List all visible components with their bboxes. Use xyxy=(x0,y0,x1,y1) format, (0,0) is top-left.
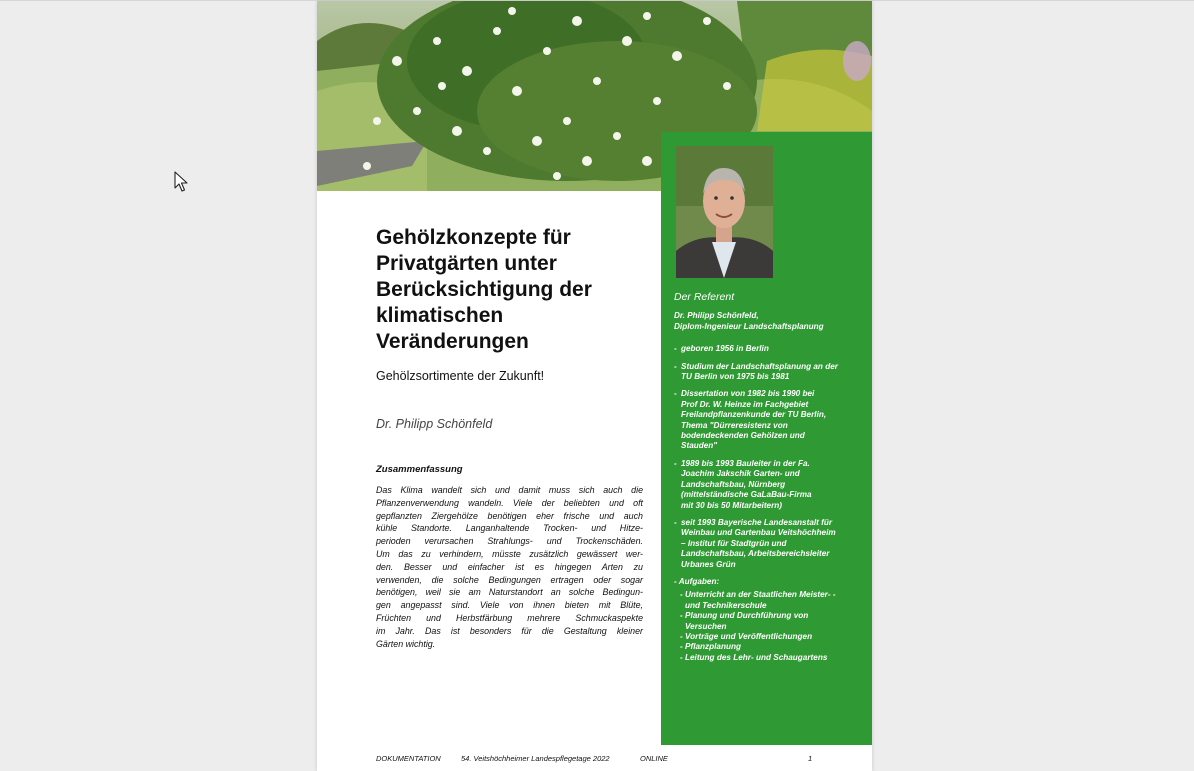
summary-line: Gärten wichtig. xyxy=(376,638,436,649)
task-item-text xyxy=(685,590,860,611)
cv-dash: - xyxy=(674,344,677,354)
footer-event: 54. Veitshöchheimer Landespflegetage 2022 xyxy=(461,754,610,763)
task-dash: - xyxy=(680,642,683,652)
title-line: Gehölzkonzepte für xyxy=(376,226,571,249)
summary-text xyxy=(376,484,643,650)
task-dash: - xyxy=(680,631,683,641)
task-item xyxy=(674,642,860,652)
task-item-text xyxy=(685,632,860,642)
document-title xyxy=(376,225,646,355)
title-line: klimatischen xyxy=(376,304,504,327)
cv-item-line: – Institut für Stadtgrün und xyxy=(681,538,787,548)
task-dash: - xyxy=(680,611,683,621)
cv-item-line: Weinbau und Gartenbau Veitshöchheim xyxy=(681,528,836,538)
task-item xyxy=(674,611,860,632)
summary-line: Früchten und Herbstfärbung mehrere Schmuckaspekte xyxy=(376,612,643,623)
cv-item-text xyxy=(681,389,860,451)
cv-item-line: Studium der Landschaftsplanung an der xyxy=(681,361,838,371)
cv-item-line: Urbanes Grün xyxy=(681,559,736,569)
cv-item-line: Prof Dr. W. Heinze im Fachgebiet xyxy=(681,399,809,409)
summary-line: kühle Standorte. Langanhaltende Trocken- und Hitze- xyxy=(376,523,643,534)
summary-line: perioden verursachen Strahlungs- und Trockenschäden. xyxy=(376,536,643,547)
cv-item xyxy=(674,518,860,570)
author-name: Dr. Philipp Schönfeld xyxy=(376,417,493,431)
cv-item-line: Landschaftsbau, Nürnberg xyxy=(681,479,786,489)
title-line: Berücksichtigung der xyxy=(376,278,592,301)
task-item-line: Leitung des Lehr- und Schaugartens xyxy=(685,652,828,662)
title-line: Privatgärten unter xyxy=(376,252,557,275)
title-line: Veränderungen xyxy=(376,330,529,353)
task-item xyxy=(674,632,860,642)
cv-dash: - xyxy=(674,517,677,527)
cv-item-line: seit 1993 Bayerische Landesanstalt für xyxy=(681,517,833,527)
cv-item-text xyxy=(681,362,860,383)
summary-line: gen angepasst sind. Viele von ihnen bieten mit Blüte, xyxy=(376,600,643,611)
summary-line: den. Besser und einfacher ist es hingegen Arten zu xyxy=(376,561,643,572)
summary-line: im Jahr. Das ist besonders für die Gestaltung kleiner xyxy=(376,625,643,636)
tasks-heading: - Aufgaben: xyxy=(674,576,720,586)
task-item-line: Vorträge und Veröffentlichungen xyxy=(685,631,813,641)
cv-item-text xyxy=(681,518,860,570)
footer-label: DOKUMENTATION xyxy=(376,754,441,763)
cv-item xyxy=(674,344,860,354)
speaker-title-line: Diplom-Ingenieur Landschaftsplanung xyxy=(674,321,824,331)
task-dash: - xyxy=(680,590,683,600)
cv-item-text xyxy=(681,344,860,354)
task-item-line: und Technikerschule xyxy=(685,600,767,610)
summary-line: Um das zu verhindern, müsste zusätzlich gewässert wer- xyxy=(376,548,643,559)
summary-line: Das Klima wandelt sich und damit muss sich auch die xyxy=(376,485,643,495)
summary-line: Pflanzenverwendung wandeln. Viele der beliebten und oft xyxy=(376,497,643,508)
cv-dash: - xyxy=(674,458,677,468)
page-number: 1 xyxy=(808,754,813,763)
cv-item-line: Freilandpflanzenkunde der TU Berlin, xyxy=(681,410,827,420)
cv-item xyxy=(674,362,860,383)
task-item-text xyxy=(685,642,860,652)
cv-item xyxy=(674,459,860,511)
cv-item xyxy=(674,389,860,451)
cv-item-line: 1989 bis 1993 Bauleiter in der Fa. xyxy=(681,458,810,468)
footer-mode: ONLINE xyxy=(640,754,668,763)
cv-dash: - xyxy=(674,361,677,371)
document-page xyxy=(317,1,872,771)
speaker-name xyxy=(674,311,860,332)
cv-item-line: (mittelständische GaLaBau-Firma xyxy=(681,490,812,500)
cv-item-line: geboren 1956 in Berlin xyxy=(681,344,769,354)
cv-item-line: Thema "Dürreresistenz von xyxy=(681,420,788,430)
task-item-text xyxy=(685,653,860,663)
cv-item-line: TU Berlin von 1975 bis 1981 xyxy=(681,372,790,382)
summary-line: gepflanzten Ziergehölze benötigen eher frische und auch xyxy=(376,510,643,521)
cv-item-line: bodendeckenden Gehölzen und xyxy=(681,431,805,441)
task-item-line: Versuchen xyxy=(685,621,727,631)
task-item-line: Planung und Durchführung von xyxy=(685,611,809,621)
summary-heading: Zusammenfassung xyxy=(376,464,463,475)
task-item-text xyxy=(685,611,860,632)
task-dash: - xyxy=(680,652,683,662)
portrait-photo xyxy=(676,146,773,278)
cv-item-line: Joachim Jakschik Garten- und xyxy=(681,469,800,479)
cv-item-line: Landschaftsbau, Arbeitsbereichsleiter xyxy=(681,549,830,559)
cv-item-line: Dissertation von 1982 bis 1990 bei xyxy=(681,389,815,399)
cv-item-text xyxy=(681,459,860,511)
task-item-line: Unterricht an der Staatlichen Meister- - xyxy=(685,590,836,600)
speaker-heading: Der Referent xyxy=(674,291,735,303)
task-list xyxy=(674,590,860,663)
mouse-pointer-icon xyxy=(174,171,188,193)
document-subtitle: Gehölzsortimente der Zukunft! xyxy=(376,369,545,383)
task-item xyxy=(674,590,860,611)
cv-item-line: Stauden" xyxy=(681,441,718,451)
summary-line: verwenden, die solche Bedingungen ertragen oder sogar xyxy=(376,574,643,585)
cv-list xyxy=(674,344,860,570)
speaker-sidebar xyxy=(661,132,872,745)
speaker-bio xyxy=(674,292,860,663)
cv-item-line: mit 30 bis 50 Mitarbeitern) xyxy=(681,500,783,510)
cv-dash: - xyxy=(674,389,677,399)
task-item xyxy=(674,653,860,663)
summary-line: benötigen, weil sie am Naturstandort an solche Bedingun- xyxy=(376,587,643,598)
speaker-name-line: Dr. Philipp Schönfeld, xyxy=(674,311,759,321)
task-item-line: Pflanzplanung xyxy=(685,642,741,652)
